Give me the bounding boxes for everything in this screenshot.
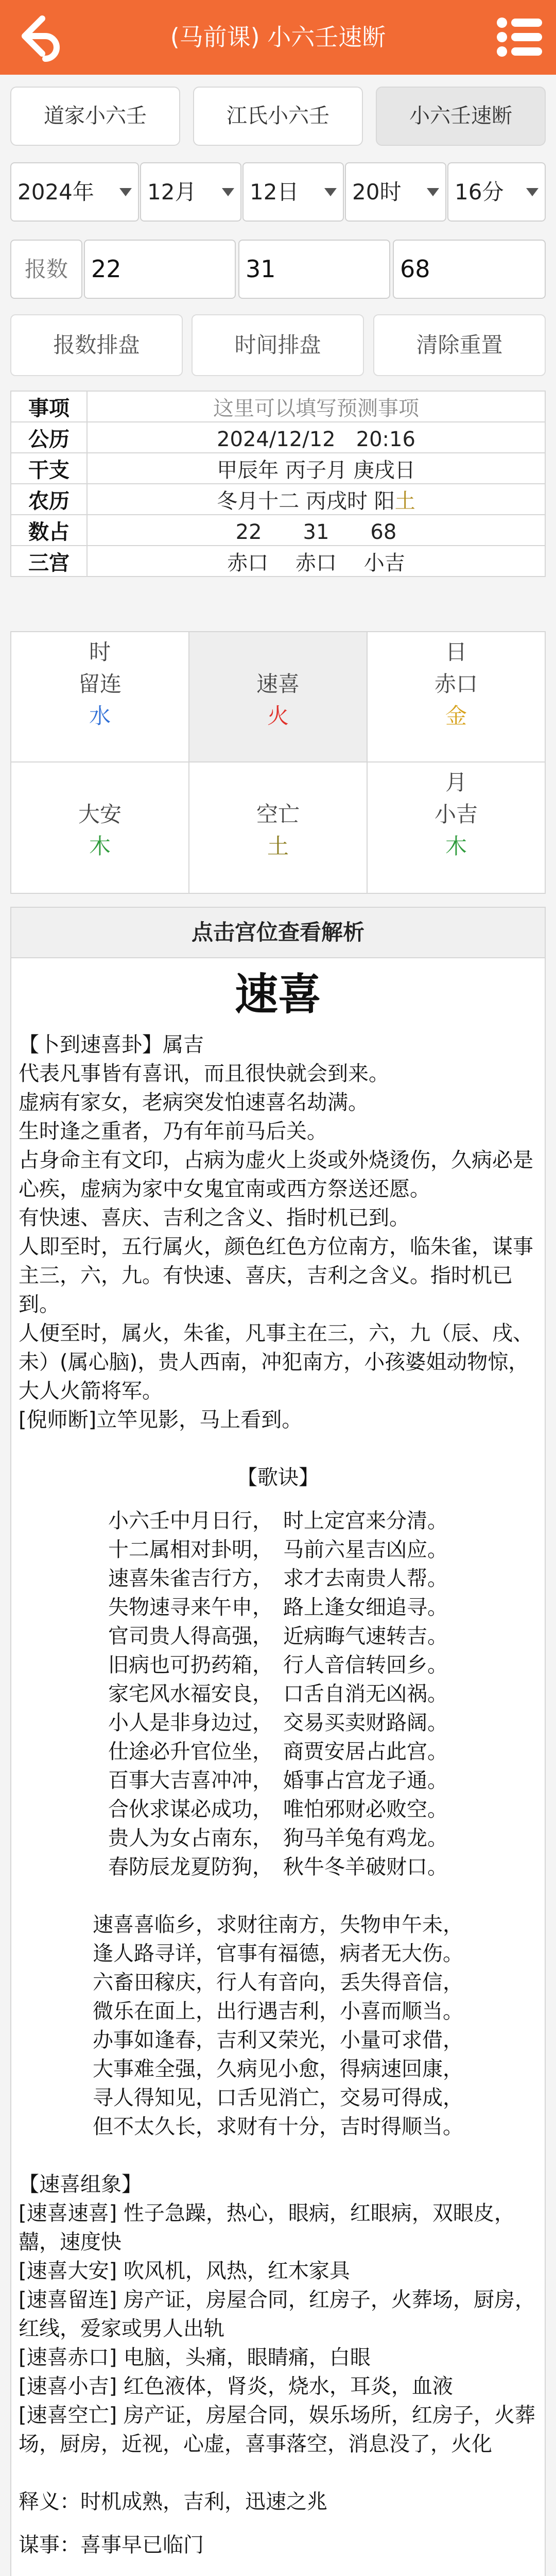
number-input-3[interactable]: 68: [393, 240, 546, 299]
row-key: 干支: [11, 453, 87, 484]
meaning-section: [19, 2487, 537, 2576]
poem-line: 微乐在面上，出行遇吉利，小喜而顺当。: [93, 1999, 463, 2023]
palace-liulian[interactable]: [11, 632, 189, 762]
hour-value: 20时: [352, 179, 402, 205]
poem-line: 办事如逢春，吉利又荣光，小量可求借，: [93, 2028, 463, 2052]
poem-line: 但不太久长，求财有十分，吉时得顺当。: [93, 2115, 463, 2139]
palace-element: 木: [89, 834, 111, 859]
palace-suxi[interactable]: [189, 632, 368, 762]
palace-marker: 月: [445, 770, 467, 795]
number-input-2[interactable]: 31: [238, 240, 390, 299]
number-entry-row: [10, 240, 546, 299]
row-key: 事项: [11, 391, 87, 422]
year-value: 2024年: [18, 179, 94, 205]
combo-section: [19, 2199, 537, 2459]
palace-marker: [11, 767, 188, 799]
poem-line: 失物速寻来午申， 路上逢女细追寻。: [108, 1596, 448, 1619]
chevron-down-icon: [427, 188, 439, 196]
poem-line: 贵人为女占南东， 狗马羊兔有鸡龙。: [108, 1826, 448, 1850]
datetime-pickers: [10, 162, 546, 222]
chevron-down-icon: [222, 188, 234, 196]
poem-line: 春防辰龙夏防狗， 秋牛冬羊破财口。: [108, 1855, 448, 1879]
poem-line: 十二属相对卦明， 马前六星吉凶应。: [108, 1538, 448, 1562]
row-value: 甲辰年 丙子月 庚戌日: [87, 453, 545, 484]
combo-line: [速喜空亡] 房产证，房屋合同，娱乐场所，红房子，火葬场，厨房，近视，心虚，喜事落空，消息没了，火化: [19, 2403, 535, 2456]
combo-line: [速喜留连] 房产证，房屋合同，红房子，火葬场，厨房，红线，爱家或男人出轨: [19, 2288, 535, 2341]
poem-line: 六畜田稼庆，行人有音向，丢失得音信，: [93, 1971, 463, 1994]
matter-input[interactable]: 这里可以填写预测事项: [87, 391, 545, 422]
palace-board: [10, 631, 546, 894]
combo-line: [速喜速喜] 性子急躁，热心，眼病，红眼病，双眼皮，囍，速度快: [19, 2201, 515, 2254]
intro-line: 占身命主有文印，占病为虚火上炎或外烧烫伤，久病必是心疾，虚病为家中女鬼宜南或西方祭送还愿。: [19, 1148, 533, 1201]
palace-name: 留连: [78, 671, 121, 697]
palace-name: 赤口: [434, 671, 478, 697]
palace-chikou[interactable]: [368, 632, 545, 762]
palace-name: 速喜: [256, 671, 300, 697]
palace-element: 金: [445, 703, 467, 728]
menu-button[interactable]: [492, 10, 548, 64]
intro-line: 有快速、喜庆、吉利之含义、指时机已到。: [19, 1206, 410, 1230]
poem-title: 【歌诀】: [237, 1466, 319, 1489]
row-key: 数占: [11, 515, 87, 546]
minute-select[interactable]: [447, 162, 546, 222]
combo-line: [速喜赤口] 电脑，头痛，眼睛痛，白眼: [19, 2346, 371, 2369]
palace-name: 空亡: [256, 802, 300, 827]
tab-suduan[interactable]: 小六壬速断: [376, 87, 546, 146]
poem-line: 家宅风水福安良， 口舌自消无凶祸。: [108, 1682, 448, 1706]
combo-line: [速喜小吉] 红色液体，肾炎，烧水，耳炎，血液: [19, 2375, 453, 2398]
page-title: (马前课) 小六壬速断: [170, 23, 386, 51]
poem-line: 小人是非身边过， 交易买卖财路阔。: [108, 1711, 448, 1735]
intro-line: 代表凡事皆有喜讯，而且很快就会到来。: [19, 1062, 389, 1086]
table-row: [11, 391, 545, 422]
palace-element: 火: [267, 703, 289, 728]
month-select[interactable]: [140, 162, 241, 222]
number-input-1[interactable]: 22: [84, 240, 236, 299]
arrow-back-icon: [9, 10, 63, 64]
palace-marker: [189, 767, 367, 799]
back-button[interactable]: [9, 10, 63, 64]
poem-line: 寻人得知见，口舌见消亡，交易可得成，: [93, 2086, 463, 2110]
analysis-header: 点击宫位查看解析: [10, 907, 546, 958]
poem-line: 仕途必升官位坐， 商贾安居占此宫。: [108, 1740, 448, 1764]
combo-title: 【速喜组象】: [19, 2173, 142, 2196]
intro-section: [19, 1030, 537, 1434]
table-row: [11, 546, 545, 577]
combo-line: [速喜大安] 吹风机，风热，红木家具: [19, 2259, 350, 2283]
method-tabs: [10, 87, 546, 146]
lunar-value: 冬月十二 丙戌时 阳: [217, 489, 395, 513]
palace-xiaoji[interactable]: [368, 762, 545, 893]
poem-section-1: [19, 1506, 537, 1882]
palace-element: 水: [89, 703, 111, 728]
row-key: 农历: [11, 484, 87, 515]
row-key: 公历: [11, 422, 87, 453]
palace-daan[interactable]: [11, 762, 189, 893]
chevron-down-icon: [526, 188, 538, 196]
palace-marker: [189, 636, 367, 668]
intro-line: 人即至时，五行属火，颜色红色方位南方，临朱雀，谋事主三，六，九。有快速、喜庆，吉利之含义。指时机已到。: [19, 1235, 533, 1316]
intro-line: 【卜到速喜卦】属吉: [19, 1033, 204, 1057]
intro-line: 人便至时，属火，朱雀，凡事主在三，六，九（辰、戌、未）(属心脑)，贵人西南，冲犯南方，小孩婆姐动物惊，大人火箭将军。: [19, 1321, 533, 1403]
row-value: 赤口 赤口 小吉: [87, 546, 545, 577]
analysis-title: 速喜: [234, 969, 321, 1020]
day-value: 12日: [250, 179, 299, 205]
meaning-line: 谋事：喜事早已临门: [19, 2533, 204, 2557]
menu-list-icon: [492, 10, 548, 64]
intro-line: 生时逢之重者，乃有年前马后关。: [19, 1120, 327, 1143]
palace-element: 木: [445, 834, 467, 859]
action-buttons: [10, 314, 546, 376]
poem-line: 逢人路寻详，官事有福德，病者无大伤。: [93, 1942, 463, 1965]
poem-line: 速喜喜临乡，求财往南方，失物申午未，: [93, 1913, 463, 1937]
poem-line: 官司贵人得高强， 近病晦气速转吉。: [108, 1624, 448, 1648]
table-row: [11, 422, 545, 453]
palace-marker: 日: [445, 639, 467, 665]
table-row: [11, 515, 545, 546]
number-label: 报数: [10, 240, 82, 299]
tab-daojia[interactable]: 道家小六壬: [10, 87, 180, 146]
row-value: [87, 484, 545, 515]
reset-button[interactable]: 清除重置: [373, 314, 546, 376]
number-divination-button[interactable]: 报数排盘: [10, 314, 183, 376]
row-value: 22 31 68: [87, 515, 545, 546]
chevron-down-icon: [119, 188, 132, 196]
intro-line: [倪师断]立竿见影，马上看到。: [19, 1408, 303, 1432]
month-value: 12月: [147, 179, 197, 205]
poem-section-2: [19, 1910, 537, 2141]
row-value: 2024/12/12 20:16: [87, 422, 545, 453]
hour-select[interactable]: [345, 162, 446, 222]
palace-kongwang[interactable]: [189, 762, 368, 893]
poem-line: 速喜朱雀吉行方， 求才去南贵人帮。: [108, 1567, 448, 1590]
poem-line: 大事难全强，久病见小愈，得病速回康，: [93, 2057, 463, 2081]
table-row: [11, 453, 545, 484]
intro-line: 虚病有家女，老病突发怕速喜名劫满。: [19, 1091, 369, 1114]
palace-name: 小吉: [434, 802, 478, 827]
day-select[interactable]: [242, 162, 344, 222]
meaning-line: [19, 2574, 537, 2576]
minute-value: 16分: [455, 179, 504, 205]
poem-line: 合伙求谋必成功， 唯怕邪财必败空。: [108, 1798, 448, 1821]
analysis-content: [10, 958, 546, 2576]
lunar-element: 土: [394, 489, 415, 513]
meaning-line: 释义：时机成熟，吉利，迅速之兆: [19, 2490, 327, 2514]
palace-name: 大安: [78, 802, 121, 827]
palace-element: 土: [267, 834, 289, 859]
palace-marker: 时: [89, 639, 111, 665]
poem-line: 百事大吉喜冲冲， 婚事占宫龙子通。: [108, 1769, 448, 1792]
poem-line: 小六壬中月日行， 时上定宫来分清。: [108, 1509, 448, 1533]
app-header: [0, 0, 556, 75]
info-table: [10, 391, 546, 577]
year-select[interactable]: [10, 162, 139, 222]
time-divination-button[interactable]: 时间排盘: [192, 314, 364, 376]
poem-line: 旧病也可扔药箱， 行人音信转回乡。: [108, 1653, 448, 1677]
row-key: 三宫: [11, 546, 87, 577]
chevron-down-icon: [324, 188, 337, 196]
table-row: [11, 484, 545, 515]
tab-jiangshi[interactable]: 江氏小六壬: [193, 87, 363, 146]
